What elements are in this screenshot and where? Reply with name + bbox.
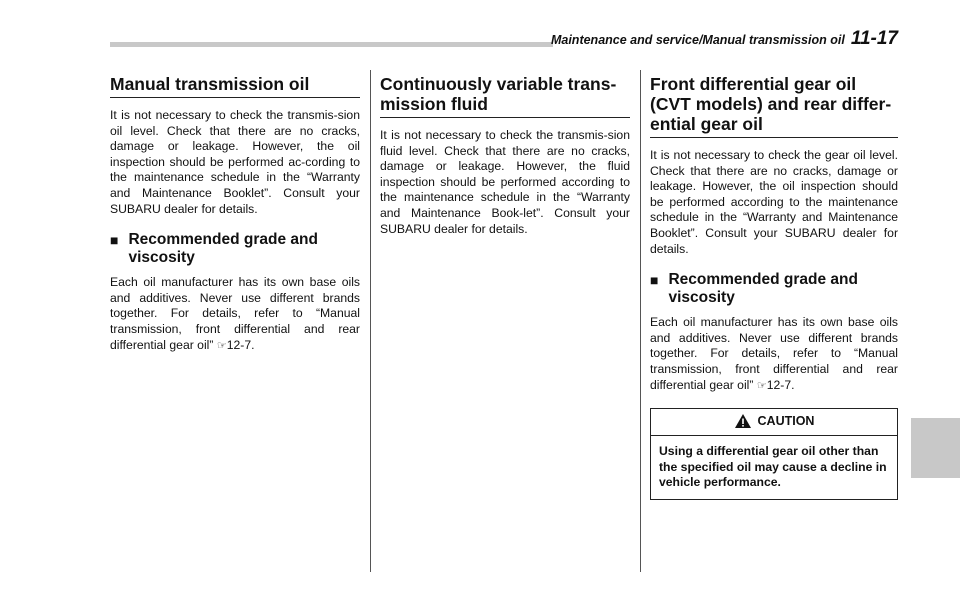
caution-header bbox=[651, 409, 897, 436]
paragraph-text: Each oil manufacturer has its own base oils and additives. Never use different brands together. For details, refer to “Manual transmission, front differential and rear differential gear oil” bbox=[650, 315, 898, 392]
caution-text: Using a differential gear oil other than the specified oil may cause a decline in vehicle performance. bbox=[659, 444, 887, 490]
column-cvt-fluid bbox=[380, 74, 630, 237]
square-bullet-icon: ■ bbox=[110, 232, 119, 249]
section-paragraph: It is not necessary to check the gear oil level. Check that there are no cracks, damage or leakage. However, the oil inspection should be performed according to the maintenance schedule in the “Warranty and Maintenance Booklet”. Consult your SUBARU dealer for details. bbox=[650, 148, 898, 256]
section-paragraph bbox=[650, 315, 898, 394]
page-number: 11-17 bbox=[850, 28, 898, 49]
subheading-text: Recommended grade and viscosity bbox=[668, 271, 858, 307]
section-title: Front differential gear oil (CVT models) and rear differ-ential gear oil bbox=[650, 74, 898, 138]
subheading bbox=[650, 271, 898, 307]
square-bullet-icon: ■ bbox=[650, 272, 659, 289]
section-title: Continuously variable trans-mission fluid bbox=[380, 74, 630, 118]
chapter-tab bbox=[911, 418, 960, 478]
section-paragraph bbox=[110, 275, 360, 354]
subheading-text: Recommended grade and viscosity bbox=[128, 231, 318, 267]
column-manual-transmission bbox=[110, 74, 360, 354]
caution-label: CAUTION bbox=[757, 414, 815, 429]
header-rule bbox=[110, 42, 553, 47]
paragraph-text: Each oil manufacturer has its own base oils and additives. Never use different brands together. For details, refer to “Manual transmission, front differential and rear differential gear oil” bbox=[110, 275, 360, 352]
warning-triangle-icon bbox=[734, 413, 752, 429]
column-divider bbox=[640, 70, 641, 572]
running-title: Maintenance and service/Manual transmission oil bbox=[550, 33, 845, 47]
section-paragraph: It is not necessary to check the transmis-sion fluid level. Check that there are no cracks, damage or leakage. However, the fluid inspection should be performed according to the maintenance schedule in the “Warranty and Maintenance Book-let”. Consult your SUBARU dealer for details. bbox=[380, 128, 630, 236]
running-header bbox=[551, 28, 898, 50]
reference-arrow-icon: ☞ bbox=[756, 379, 767, 392]
page-reference: 12-7. bbox=[226, 337, 255, 352]
page-reference: 12-7. bbox=[766, 377, 795, 392]
column-divider bbox=[370, 70, 371, 572]
subheading bbox=[110, 231, 360, 267]
section-title: Manual transmission oil bbox=[110, 74, 360, 98]
section-paragraph: It is not necessary to check the transmis-sion oil level. Check that there are no cracks, damage or leakage. However, the oil inspection should be performed ac-cording to the maintenance schedule in the “Warranty and Maintenance Booklet”. Consult your SUBARU dealer for details. bbox=[110, 108, 360, 216]
column-differential-gear-oil bbox=[650, 74, 898, 500]
reference-arrow-icon: ☞ bbox=[216, 339, 227, 352]
caution-box bbox=[650, 408, 898, 500]
